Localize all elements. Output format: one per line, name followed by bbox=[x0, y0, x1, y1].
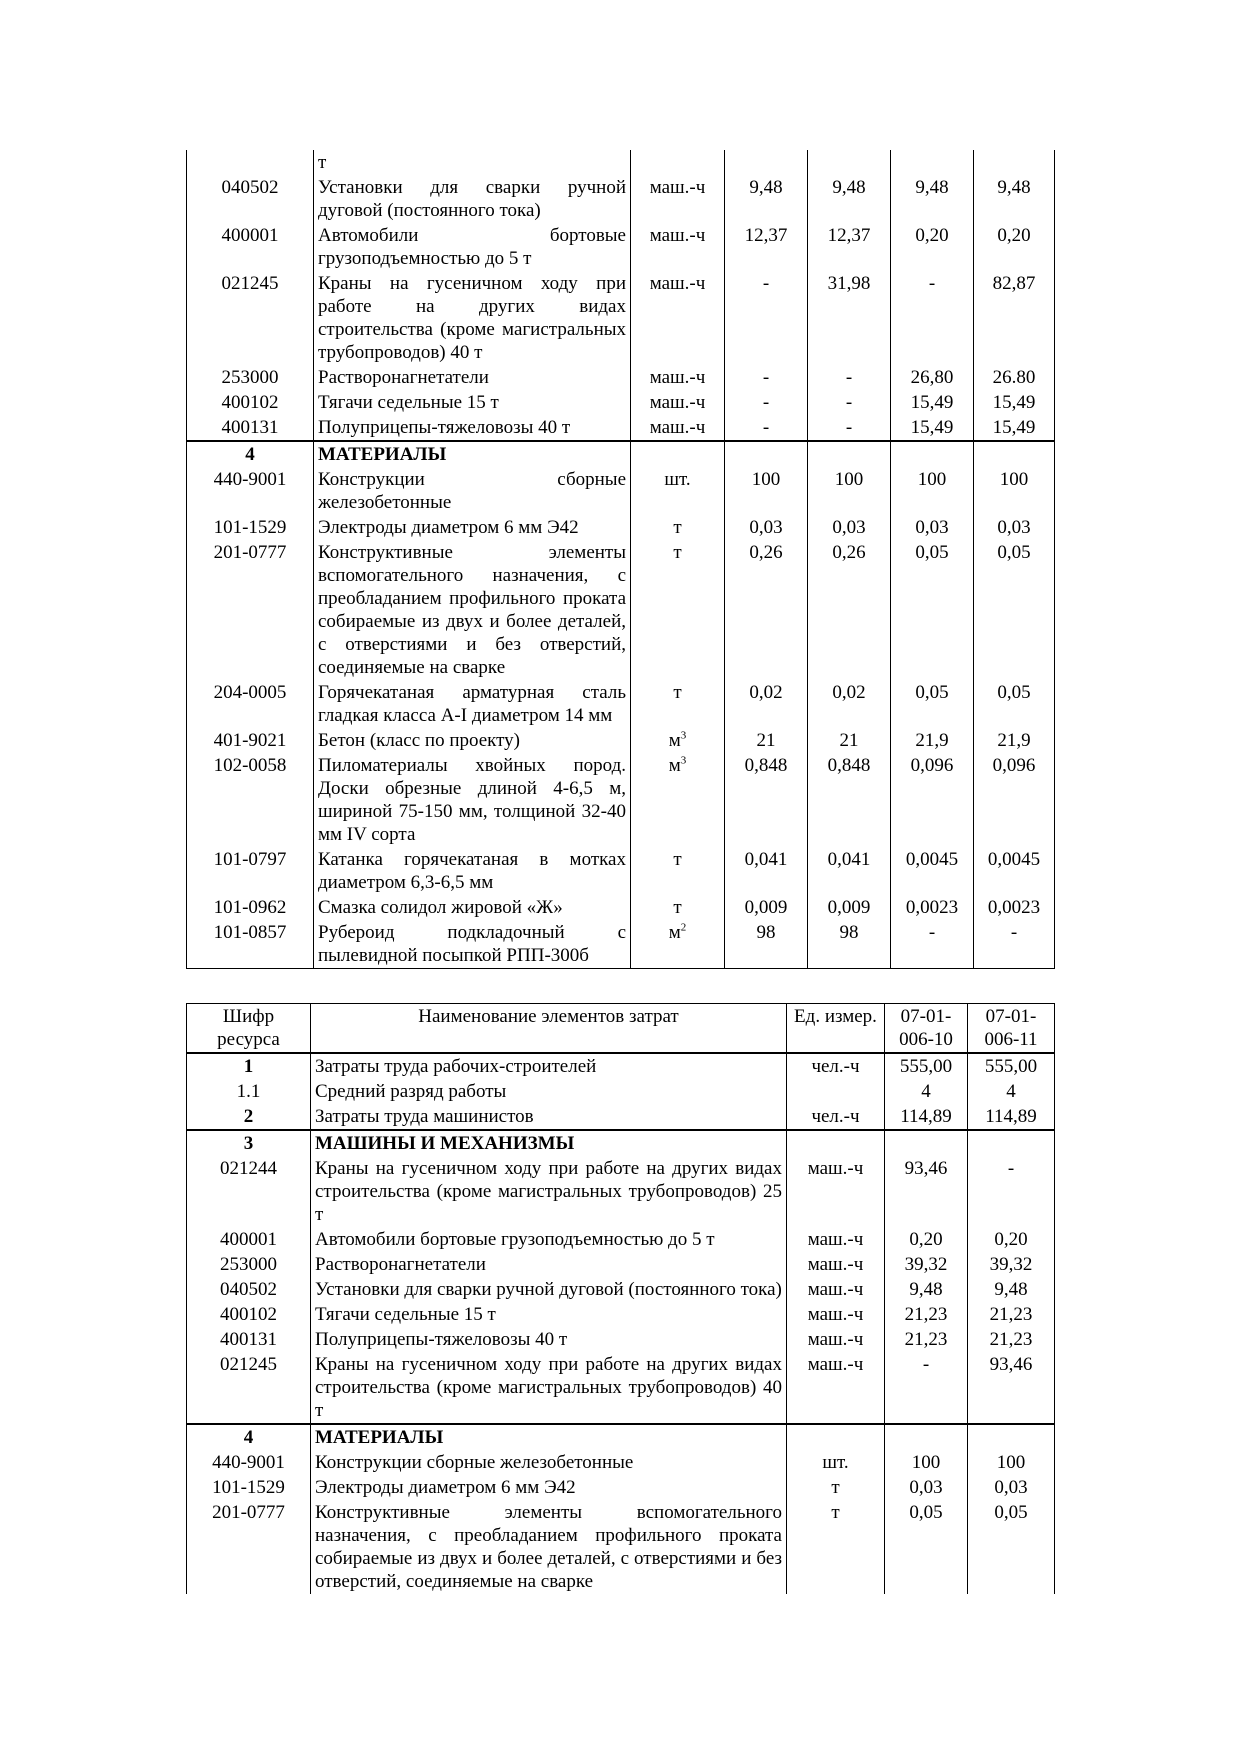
value-cell: - bbox=[725, 271, 808, 365]
resource-code: 401-9021 bbox=[187, 728, 314, 753]
resource-unit: шт. bbox=[787, 1450, 885, 1475]
value-cell: 0,096 bbox=[974, 753, 1055, 847]
resource-unit: маш.-ч bbox=[787, 1252, 885, 1277]
resource-code: 400131 bbox=[187, 1327, 311, 1352]
value-cell: 39,32 bbox=[885, 1252, 968, 1277]
value-cell: 21,23 bbox=[968, 1327, 1055, 1352]
table-row bbox=[187, 271, 1055, 365]
value-cell: 9,48 bbox=[968, 1277, 1055, 1302]
resource-name: Конструкции сборные железобетонные bbox=[311, 1450, 787, 1475]
value-cell: 12,37 bbox=[808, 223, 891, 271]
value-cell: 0,03 bbox=[885, 1475, 968, 1500]
resource-unit: т bbox=[631, 515, 725, 540]
table-row bbox=[187, 1104, 1055, 1130]
resource-unit: маш.-ч bbox=[787, 1156, 885, 1227]
resource-name: Краны на гусеничном ходу при работе на других видах строительства (кроме магистральных трубопроводов) 40 т bbox=[314, 271, 631, 365]
resource-name: Растворонагнетатели bbox=[311, 1252, 787, 1277]
resource-name: Рубероид подкладочный с пылевидной посыпкой РПП-300б bbox=[314, 920, 631, 969]
table-row bbox=[187, 1227, 1055, 1252]
value-cell: 0,041 bbox=[808, 847, 891, 895]
value-cell: 0,05 bbox=[891, 680, 974, 728]
resource-unit: маш.-ч bbox=[631, 271, 725, 365]
value-cell: 21,9 bbox=[891, 728, 974, 753]
value-cell: 555,00 bbox=[885, 1053, 968, 1079]
table-row bbox=[187, 150, 1055, 175]
value-cell: - bbox=[725, 390, 808, 415]
resource-code: 040502 bbox=[187, 1277, 311, 1302]
resource-code: 102-0058 bbox=[187, 753, 314, 847]
column-header-name: Наименование элементов затрат bbox=[311, 1004, 787, 1054]
value-cell: 31,98 bbox=[808, 271, 891, 365]
resource-table-continued bbox=[186, 150, 1055, 969]
resource-name: Конструктивные элементы вспомогательного назначения, с преобладанием профильного проката собираемые из двух и более деталей, с отверстиями и без отверстий, соединяемые на сварке bbox=[311, 1500, 787, 1594]
table-row bbox=[187, 728, 1055, 753]
resource-unit: т bbox=[787, 1500, 885, 1594]
column-header-code: Шифр ресурса bbox=[187, 1004, 311, 1054]
resource-name: Автомобили бортовые грузоподъемностью до 5 т bbox=[311, 1227, 787, 1252]
value-cell: 114,89 bbox=[968, 1104, 1055, 1130]
resource-unit: т bbox=[631, 847, 725, 895]
resource-code: 1 bbox=[187, 1053, 311, 1079]
resource-code: 253000 bbox=[187, 365, 314, 390]
resource-unit: $м^2$ bbox=[631, 920, 725, 969]
value-cell: 26,80 bbox=[891, 365, 974, 390]
value-cell: 0,0045 bbox=[974, 847, 1055, 895]
resource-unit: чел.-ч bbox=[787, 1053, 885, 1079]
value-cell: 555,00 bbox=[968, 1053, 1055, 1079]
value-cell: 21,23 bbox=[968, 1302, 1055, 1327]
resource-name: Средний разряд работы bbox=[311, 1079, 787, 1104]
value-cell: 0,041 bbox=[725, 847, 808, 895]
value-cell: 0,0023 bbox=[974, 895, 1055, 920]
value-cell: 9,48 bbox=[891, 175, 974, 223]
resource-name: Катанка горячекатаная в мотках диаметром 6,3-6,5 мм bbox=[314, 847, 631, 895]
resource-code: 201-0777 bbox=[187, 1500, 311, 1594]
resource-unit: маш.-ч bbox=[631, 223, 725, 271]
table-row bbox=[187, 1079, 1055, 1104]
value-cell: 15,49 bbox=[974, 415, 1055, 441]
value-cell: 100 bbox=[974, 467, 1055, 515]
value-cell: 0,05 bbox=[974, 680, 1055, 728]
resource-code: 021244 bbox=[187, 1156, 311, 1227]
resource-name: т bbox=[314, 150, 631, 175]
value-cell: 15,49 bbox=[891, 390, 974, 415]
table-row bbox=[187, 175, 1055, 223]
value-cell: 0,03 bbox=[974, 515, 1055, 540]
resource-unit: маш.-ч bbox=[631, 415, 725, 441]
resource-code: 040502 bbox=[187, 175, 314, 223]
value-cell: 0,096 bbox=[891, 753, 974, 847]
resource-table bbox=[186, 1003, 1055, 1594]
value-cell: 0,03 bbox=[725, 515, 808, 540]
value-cell: 12,37 bbox=[725, 223, 808, 271]
resource-unit: маш.-ч bbox=[787, 1227, 885, 1252]
value-cell: 0,03 bbox=[968, 1475, 1055, 1500]
value-cell: 15,49 bbox=[891, 415, 974, 441]
resource-unit: т bbox=[631, 895, 725, 920]
resource-code: 400102 bbox=[187, 1302, 311, 1327]
value-cell: 0,848 bbox=[808, 753, 891, 847]
table-row bbox=[187, 847, 1055, 895]
resource-unit: $м^3$ bbox=[631, 753, 725, 847]
value-cell: 15,49 bbox=[974, 390, 1055, 415]
value-cell: - bbox=[725, 365, 808, 390]
value-cell: 0,02 bbox=[808, 680, 891, 728]
section-number: 4 bbox=[187, 441, 314, 467]
value-cell: 21,9 bbox=[974, 728, 1055, 753]
value-cell: - bbox=[968, 1156, 1055, 1227]
value-cell: 93,46 bbox=[968, 1352, 1055, 1424]
resource-unit: маш.-ч bbox=[787, 1277, 885, 1302]
resource-unit: чел.-ч bbox=[787, 1104, 885, 1130]
resource-code: 253000 bbox=[187, 1252, 311, 1277]
section-header-row bbox=[187, 441, 1055, 467]
value-cell: 39,32 bbox=[968, 1252, 1055, 1277]
value-cell: 0,0023 bbox=[891, 895, 974, 920]
resource-code: 440-9001 bbox=[187, 467, 314, 515]
value-cell: 0,26 bbox=[725, 540, 808, 680]
value-cell: 9,48 bbox=[725, 175, 808, 223]
value-cell: 0,05 bbox=[968, 1500, 1055, 1594]
table-row bbox=[187, 390, 1055, 415]
resource-code: 201-0777 bbox=[187, 540, 314, 680]
value-cell: - bbox=[885, 1352, 968, 1424]
column-header-norm-10: 07-01-006-10 bbox=[885, 1004, 968, 1054]
value-cell: 0,05 bbox=[974, 540, 1055, 680]
value-cell: 114,89 bbox=[885, 1104, 968, 1130]
resource-name: Растворонагнетатели bbox=[314, 365, 631, 390]
table-row bbox=[187, 467, 1055, 515]
value-cell: 98 bbox=[808, 920, 891, 969]
table-row bbox=[187, 1327, 1055, 1352]
section-header-row bbox=[187, 1424, 1055, 1450]
section-title: МАТЕРИАЛЫ bbox=[311, 1424, 787, 1450]
resource-name: Смазка солидол жировой «Ж» bbox=[314, 895, 631, 920]
resource-code bbox=[187, 150, 314, 175]
resource-code: 204-0005 bbox=[187, 680, 314, 728]
resource-name: Полуприцепы-тяжеловозы 40 т bbox=[314, 415, 631, 441]
value-cell: 4 bbox=[968, 1079, 1055, 1104]
resource-code: 021245 bbox=[187, 1352, 311, 1424]
value-cell: 98 bbox=[725, 920, 808, 969]
value-cell: 100 bbox=[885, 1450, 968, 1475]
value-cell: - bbox=[891, 271, 974, 365]
resource-unit: т bbox=[787, 1475, 885, 1500]
section-title: МАШИНЫ И МЕХАНИЗМЫ bbox=[311, 1130, 787, 1156]
resource-name: Затраты труда машинистов bbox=[311, 1104, 787, 1130]
resource-code: 2 bbox=[187, 1104, 311, 1130]
value-cell bbox=[891, 150, 974, 175]
resource-unit: т bbox=[631, 680, 725, 728]
value-cell: - bbox=[808, 415, 891, 441]
value-cell: 0,03 bbox=[808, 515, 891, 540]
table-row bbox=[187, 920, 1055, 969]
resource-name: Краны на гусеничном ходу при работе на других видах строительства (кроме магистральных трубопроводов) 40 т bbox=[311, 1352, 787, 1424]
value-cell bbox=[725, 150, 808, 175]
table-row bbox=[187, 365, 1055, 390]
table-row bbox=[187, 415, 1055, 441]
resource-code: 400001 bbox=[187, 223, 314, 271]
resource-name: Автомобили бортовые грузоподъемностью до 5 т bbox=[314, 223, 631, 271]
resource-unit: т bbox=[631, 540, 725, 680]
resource-code: 400102 bbox=[187, 390, 314, 415]
resource-name: Полуприцепы-тяжеловозы 40 т bbox=[311, 1327, 787, 1352]
value-cell: 0,20 bbox=[968, 1227, 1055, 1252]
resource-code: 101-0857 bbox=[187, 920, 314, 969]
value-cell: 100 bbox=[891, 467, 974, 515]
table-row bbox=[187, 753, 1055, 847]
resource-unit: шт. bbox=[631, 467, 725, 515]
table-header-row bbox=[187, 1004, 1055, 1054]
value-cell: 21,23 bbox=[885, 1302, 968, 1327]
resource-code: 021245 bbox=[187, 271, 314, 365]
resource-unit bbox=[631, 150, 725, 175]
value-cell: - bbox=[891, 920, 974, 969]
resource-name: Тягачи седельные 15 т bbox=[314, 390, 631, 415]
value-cell: 100 bbox=[725, 467, 808, 515]
value-cell: 82,87 bbox=[974, 271, 1055, 365]
value-cell: 21 bbox=[725, 728, 808, 753]
resource-name: Конструкции сборные железобетонные bbox=[314, 467, 631, 515]
value-cell bbox=[808, 150, 891, 175]
table-row bbox=[187, 1352, 1055, 1424]
resource-name: Тягачи седельные 15 т bbox=[311, 1302, 787, 1327]
section-number: 3 bbox=[187, 1130, 311, 1156]
value-cell: 100 bbox=[968, 1450, 1055, 1475]
value-cell: - bbox=[974, 920, 1055, 969]
column-header-unit: Ед. измер. bbox=[787, 1004, 885, 1054]
value-cell: 0,0045 bbox=[891, 847, 974, 895]
resource-code: 101-0962 bbox=[187, 895, 314, 920]
value-cell: 0,20 bbox=[885, 1227, 968, 1252]
value-cell: 100 bbox=[808, 467, 891, 515]
table-row bbox=[187, 1252, 1055, 1277]
value-cell: 21 bbox=[808, 728, 891, 753]
resource-code: 400131 bbox=[187, 415, 314, 441]
resource-unit: маш.-ч bbox=[631, 390, 725, 415]
value-cell: 9,48 bbox=[974, 175, 1055, 223]
value-cell: - bbox=[725, 415, 808, 441]
value-cell: 0,05 bbox=[885, 1500, 968, 1594]
resource-name: Установки для сварки ручной дуговой (постоянного тока) bbox=[311, 1277, 787, 1302]
table-row bbox=[187, 1475, 1055, 1500]
section-number: 4 bbox=[187, 1424, 311, 1450]
value-cell: 0,848 bbox=[725, 753, 808, 847]
value-cell: 21,23 bbox=[885, 1327, 968, 1352]
resource-code: 440-9001 bbox=[187, 1450, 311, 1475]
resource-unit: маш.-ч bbox=[787, 1352, 885, 1424]
resource-code: 101-1529 bbox=[187, 515, 314, 540]
resource-name: Электроды диаметром 6 мм Э42 bbox=[311, 1475, 787, 1500]
resource-unit: маш.-ч bbox=[787, 1302, 885, 1327]
section-header-row bbox=[187, 1130, 1055, 1156]
table-row bbox=[187, 223, 1055, 271]
table-row bbox=[187, 1450, 1055, 1475]
table-row bbox=[187, 1277, 1055, 1302]
value-cell: 4 bbox=[885, 1079, 968, 1104]
resource-code: 101-0797 bbox=[187, 847, 314, 895]
resource-name: Затраты труда рабочих-строителей bbox=[311, 1053, 787, 1079]
value-cell: 0,05 bbox=[891, 540, 974, 680]
resource-name: Горячекатаная арматурная сталь гладкая класса А-I диаметром 14 мм bbox=[314, 680, 631, 728]
column-header-norm-11: 07-01-006-11 bbox=[968, 1004, 1055, 1054]
resource-code: 400001 bbox=[187, 1227, 311, 1252]
value-cell: 0,26 bbox=[808, 540, 891, 680]
value-cell: 0,009 bbox=[725, 895, 808, 920]
resource-code: 101-1529 bbox=[187, 1475, 311, 1500]
value-cell: 26.80 bbox=[974, 365, 1055, 390]
resource-code: 1.1 bbox=[187, 1079, 311, 1104]
value-cell: 9,48 bbox=[808, 175, 891, 223]
resource-unit: $м^3$ bbox=[631, 728, 725, 753]
value-cell: - bbox=[808, 390, 891, 415]
table-row bbox=[187, 1156, 1055, 1227]
resource-name: Краны на гусеничном ходу при работе на других видах строительства (кроме магистральных трубопроводов) 25 т bbox=[311, 1156, 787, 1227]
resource-name: Бетон (класс по проекту) bbox=[314, 728, 631, 753]
value-cell: 9,48 bbox=[885, 1277, 968, 1302]
resource-name: Пиломатериалы хвойных пород. Доски обрезные длиной 4-6,5 м, шириной 75-150 мм, толщиной 32-40 мм IV сорта bbox=[314, 753, 631, 847]
value-cell: 93,46 bbox=[885, 1156, 968, 1227]
value-cell: 0,20 bbox=[891, 223, 974, 271]
table-row bbox=[187, 540, 1055, 680]
value-cell: 0,03 bbox=[891, 515, 974, 540]
table-row bbox=[187, 1302, 1055, 1327]
value-cell: 0,009 bbox=[808, 895, 891, 920]
value-cell: 0,02 bbox=[725, 680, 808, 728]
resource-name: Конструктивные элементы вспомогательного назначения, с преобладанием профильного проката собираемые из двух и более деталей, с отверстиями и без отверстий, соединяемые на сварке bbox=[314, 540, 631, 680]
value-cell: 0,20 bbox=[974, 223, 1055, 271]
resource-unit: маш.-ч bbox=[631, 175, 725, 223]
table-row bbox=[187, 1053, 1055, 1079]
section-title: МАТЕРИАЛЫ bbox=[314, 441, 631, 467]
resource-unit: маш.-ч bbox=[631, 365, 725, 390]
resource-name: Электроды диаметром 6 мм Э42 bbox=[314, 515, 631, 540]
value-cell: - bbox=[808, 365, 891, 390]
table-row bbox=[187, 680, 1055, 728]
table-row bbox=[187, 895, 1055, 920]
resource-unit: маш.-ч bbox=[787, 1327, 885, 1352]
table-row bbox=[187, 515, 1055, 540]
table-row bbox=[187, 1500, 1055, 1594]
resource-unit bbox=[787, 1079, 885, 1104]
value-cell bbox=[974, 150, 1055, 175]
resource-name: Установки для сварки ручной дуговой (постоянного тока) bbox=[314, 175, 631, 223]
